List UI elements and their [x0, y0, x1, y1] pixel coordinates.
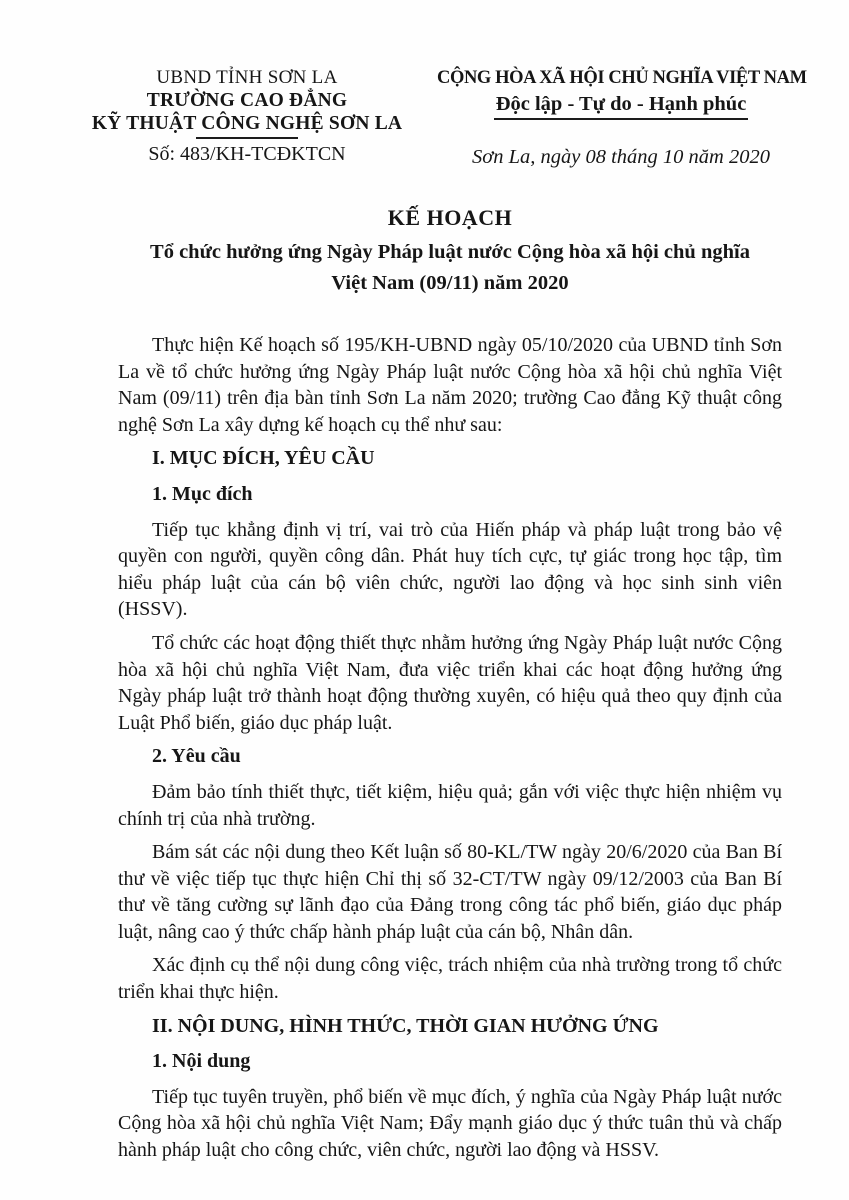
paragraph: Đảm bảo tính thiết thực, tiết kiệm, hiệu quả; gắn với việc thực hiện nhiệm vụ chính trị của nhà trường. — [118, 780, 782, 830]
document-body — [118, 332, 782, 1164]
document-subject — [118, 237, 782, 299]
issuing-org-name-line1: TRƯỜNG CAO ĐẲNG — [146, 90, 348, 111]
document-title-block — [118, 205, 782, 299]
place-and-date: Sơn La, ngày 08 tháng 10 năm 2020 — [472, 146, 770, 168]
section-heading: II. NỘI DUNG, HÌNH THỨC, THỜI GIAN HƯỞNG ỨNG — [152, 1014, 659, 1037]
sub-heading: 2. Yêu cầu — [152, 745, 241, 768]
paragraph: Tiếp tục tuyên truyền, phổ biến về mục đích, ý nghĩa của Ngày Pháp luật nước Cộng hòa xã hội chủ nghĩa Việt Nam; Đẩy mạnh giáo dục ý thức tuân thủ và chấp hành pháp luật cho công chức, viên chức, người lao động và HSSV. — [118, 1085, 782, 1162]
document-subject-line1: Tổ chức hưởng ứng Ngày Pháp luật nước Cộng hòa xã hội chủ nghĩa — [150, 241, 750, 263]
document-header — [0, 0, 849, 169]
paragraph: Tiếp tục khẳng định vị trí, vai trò của Hiến pháp và pháp luật trong bảo vệ quyền con người, quyền công dân. Phát huy tích cực, tự giác trong học tập, tìm hiểu pháp luật của cán bộ viên chức, người lao động và học sinh sinh viên (HSSV). — [118, 518, 782, 621]
paragraph: Thực hiện Kế hoạch số 195/KH-UBND ngày 05/10/2020 của UBND tỉnh Sơn La về tổ chức hưởng ứng Ngày Pháp luật nước Cộng hòa xã hội chủ nghĩa Việt Nam (09/11) trên địa bàn tỉnh Sơn La năm 2020; trường Cao đẳng Kỹ thuật công nghệ Sơn La xây dựng kế hoạch cụ thể như sau: — [118, 334, 782, 436]
section-heading: I. MỤC ĐÍCH, YÊU CẦU — [152, 447, 375, 470]
paragraph: Tổ chức các hoạt động thiết thực nhằm hưởng ứng Ngày Pháp luật nước Cộng hòa xã hội chủ nghĩa Việt Nam, đưa việc triển khai các hoạt động hưởng ứng Ngày pháp luật trở thành hoạt động thường xuyên, có hiệu quả theo quy định của Luật Phổ biến, giáo dục pháp luật. — [118, 631, 782, 734]
issuing-org-name-line2: KỸ THUẬT CÔNG NGHỆ SƠN LA — [91, 113, 403, 134]
paragraph: Bám sát các nội dung theo Kết luận số 80-KL/TW ngày 20/6/2020 của Ban Bí thư về việc tiếp tục thực hiện Chỉ thị số 32-CT/TW ngày 09/12/2003 của Ban Bí thư về tăng cường sự lãnh đạo của Đảng trong công tác phổ biến, giáo dục pháp luật, nâng cao ý thức chấp hành pháp luật của cán bộ, Nhân dân. — [118, 841, 782, 943]
national-heading-block — [437, 66, 805, 169]
national-name: CỘNG HÒA XÃ HỘI CHỦ NGHĨA VIỆT NAM — [437, 68, 807, 88]
sub-heading: 1. Mục đích — [152, 482, 253, 505]
paragraph: Xác định cụ thể nội dung công việc, trách nhiệm của nhà trường trong tổ chức triển khai thực hiện. — [118, 954, 782, 1004]
org-underline-rule — [196, 137, 298, 139]
issuing-org-parent: UBND TỈNH SƠN LA — [156, 67, 338, 88]
document-number: Số: 483/KH-TCĐKTCN — [148, 143, 346, 165]
document-subject-line2: Việt Nam (09/11) năm 2020 — [331, 272, 569, 294]
document-type-title: KẾ HOẠCH — [387, 205, 513, 230]
issuing-org-block — [88, 66, 406, 169]
national-motto: Độc lập - Tự do - Hạnh phúc — [494, 92, 749, 120]
sub-heading: 1. Nội dung — [152, 1050, 251, 1073]
